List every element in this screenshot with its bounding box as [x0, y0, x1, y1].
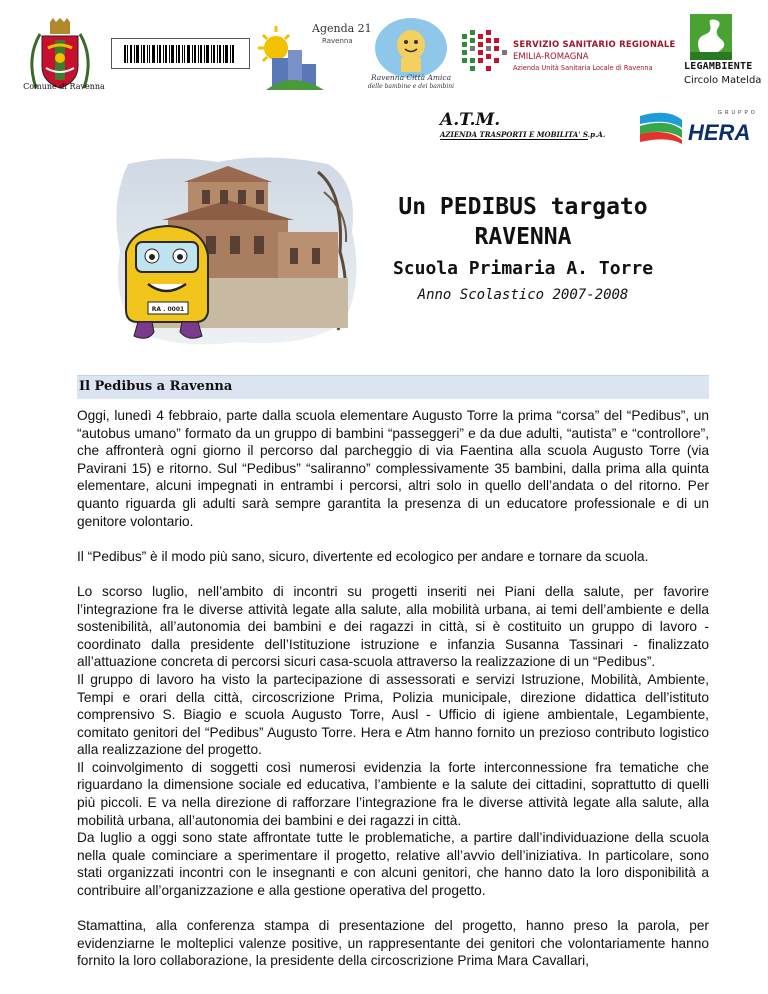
section-heading-bar — [77, 375, 709, 399]
ssr-line1: SERVIZIO SANITARIO REGIONALE — [513, 40, 676, 50]
section-heading: Il Pedibus a Ravenna — [79, 379, 233, 394]
legambiente-circolo: Circolo Matelda — [684, 75, 762, 86]
paragraph: Il “Pedibus” è il modo più sano, sicuro, divertente ed ecologico per andare e tornare da scuola. — [77, 548, 649, 564]
agenda21-title: Agenda 21 — [312, 22, 372, 35]
paragraph: Il coinvolgimento di soggetti così numerosi evidenzia la forte interconnessione fra tematiche che riguardano la dimensione sociale ed educativa, l’ambiente e la salute dei cittadini, soprattutto di quelli più piccoli. E va nella direzione di rafforzare l’integrazione fra le diverse attività legate alla salute, alla mobilità urbana, all’autonomia dei bambini e dei ragazzi in città. — [77, 759, 709, 828]
hera-logo — [638, 106, 760, 146]
comune-label: Comune di Ravenna — [23, 82, 105, 91]
atm-company-name: AZIENDA TRASPORTI E MOBILITA' S.p.A. — [440, 130, 606, 139]
paragraph: Il gruppo di lavoro ha visto la partecipazione di assessorati e servizi Istruzione, Mobilità, Ambiente, Tempi e orari della città, circoscrizione Prima, Polizia municipale, direzione didattica dell’istituto comprensivo S. Biagio e scuola Augusto Torre, Ausl - Ufficio di igiene ambientale, Legambiente, comitato genitori del “Pedibus” Augusto Torre. Hera e Atm hanno fornito un prezioso contributo logistico alla realizzazione del progetto. — [77, 671, 709, 758]
hera-gruppo: GRUPPO — [718, 110, 758, 116]
school-name: Scuola Primaria A. Torre — [392, 258, 654, 279]
main-title — [370, 192, 676, 252]
school-year: Anno Scolastico 2007-2008 — [417, 287, 629, 303]
ssr-mosaic-icon — [458, 28, 508, 73]
paragraph: Stamattina, alla conferenza stampa di presentazione del progetto, hanno preso la parola, per evidenziarne le molteplici valenze positive, un rappresentante dei genitori che volontariamente hanno fornito la loro collaborazione, la presidente della circoscrizione Prima Mara Cavallari, — [77, 918, 709, 969]
ssr-line3: Azienda Unità Sanitaria Locale di Ravenna — [513, 64, 653, 72]
rca-line1: Ravenna Città Amica — [370, 73, 452, 82]
main-title-line1: Un PEDIBUS targato — [398, 194, 648, 220]
paragraph: Oggi, lunedì 4 febbraio, parte dalla scuola elementare Augusto Torre la prima “corsa” del “Pedibus”, un “autobus umano” formato da un gruppo di bambini “passeggeri” e da due adulti, “autista” e “controllore”, che affronterà ogni giorno il percorso dal parcheggio di via Faentina alla scuola Augusto Torre (via Pavirani 15) e ritorno. Sul “Pedibus” “saliranno” complessivamente 35 bambini, dalla prima alla quinta elementare, alcuni impegnati in entrambi i percorsi, altri solo in quello dell’andata o del ritorno. Per quanto riguarda gli adulti sarà sempre garantita la presenza di un educatore professionale e di un genitore volontario. — [77, 408, 709, 529]
bus-plate: RA . 0001 — [151, 306, 185, 313]
ravenna-citta-amica-logo — [370, 18, 452, 108]
paragraph: Lo scorso luglio, nell’ambito di incontri su progetti inseriti nei Piani della salute, per favorire l’integrazione fra le diverse attività legate alla salute, alla mobilità urbana, ai temi dell’ambiente e della sostenibilità, all’autonomia dei bambini e dei ragazzi in città, si è costituito un gruppo di lavoro - coordinato dalla presidente dell’Istituzione istruzione e infanzia Susanna Tassinari - finalizzato all’attuazione concreta di percorsi sicuri casa-scuola attraverso la realizzazione di un “Pedibus”. — [77, 583, 709, 670]
hera-name: HERA — [688, 120, 751, 145]
legambiente-swan-icon — [690, 14, 732, 60]
article-body — [77, 407, 709, 988]
paragraph: Da luglio a oggi sono state affrontate tutte le problematiche, a partire dall’individuazione della scuola nella quale cominciare a sperimentare il progetto, relative all’avvio dell’iniziativa. In particolare, sono stati organizzati incontri con le insegnanti e con alcuni genitori, che hanno dato la loro disponibilità a contribuire all’organizzazione e alla gestione operativa del progetto. — [77, 830, 709, 899]
main-title-line2: RAVENNA — [474, 224, 572, 250]
barcode — [111, 38, 250, 69]
bus-mascot — [126, 226, 208, 338]
ravenna-citta-amica-text — [366, 73, 456, 91]
legambiente-name: LEGAMBIENTE — [684, 61, 753, 72]
basilica-photo-with-bus-mascot — [108, 152, 364, 352]
atm-logo-text: A.T.M. — [440, 110, 501, 130]
ssr-line2: EMILIA-ROMAGNA — [513, 52, 589, 62]
atm-underline — [440, 139, 588, 140]
agenda21-sub: Ravenna — [322, 37, 353, 45]
rca-line2: delle bambine e dei bambini — [367, 83, 455, 90]
